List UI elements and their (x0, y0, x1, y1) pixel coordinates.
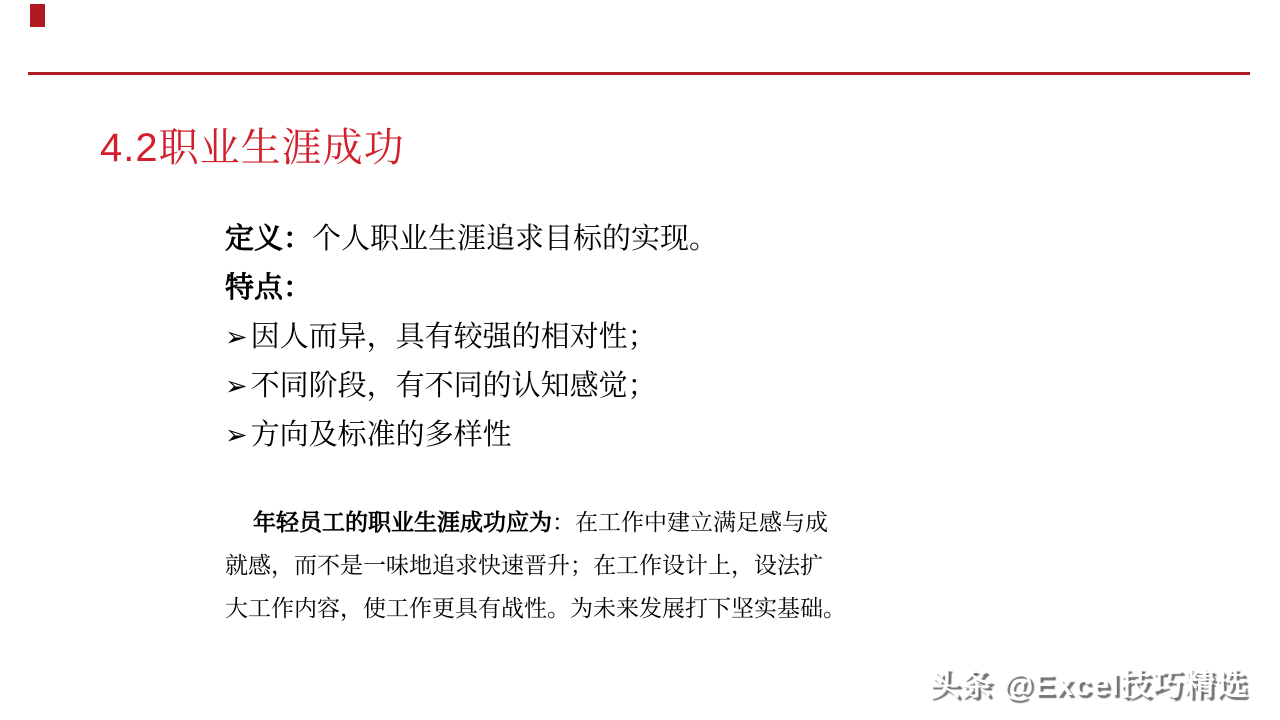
bullet-text: 不同阶段，有不同的认知感觉； (250, 370, 657, 402)
note-line1-rest: ：在工作中建立满足感与成 (552, 509, 828, 535)
arrowhead-bullet-icon: ➢ (225, 420, 248, 450)
list-item (225, 313, 718, 362)
features-label: 特点： (225, 272, 313, 304)
watermark: 头条 @Excel技巧精选 (929, 667, 1248, 702)
note-paragraph (225, 501, 890, 630)
list-item (225, 411, 718, 460)
definition-label: 定义： (225, 223, 313, 255)
bullet-text: 方向及标准的多样性 (250, 419, 512, 451)
note-line (225, 501, 890, 544)
top-divider-rule (28, 72, 1250, 75)
content-block (225, 215, 718, 460)
definition-text: 个人职业生涯追求目标的实现。 (312, 223, 719, 255)
bullet-text: 因人而异，具有较强的相对性； (250, 321, 657, 353)
corner-accent-mark (30, 4, 45, 27)
definition-line (225, 215, 718, 264)
note-line: 就感，而不是一味地追求快速晋升；在工作设计上，设法扩 (225, 552, 823, 578)
note-line: 大工作内容，使工作更具有战性。为未来发展打下坚实基础。 (225, 595, 846, 621)
list-item (225, 362, 718, 411)
slide-title: 4.2职业生涯成功 (100, 126, 405, 170)
features-label-line (225, 264, 718, 313)
arrowhead-bullet-icon: ➢ (225, 371, 248, 401)
note-bold-lead: 年轻员工的职业生涯成功应为 (253, 509, 552, 535)
arrowhead-bullet-icon: ➢ (225, 322, 248, 352)
